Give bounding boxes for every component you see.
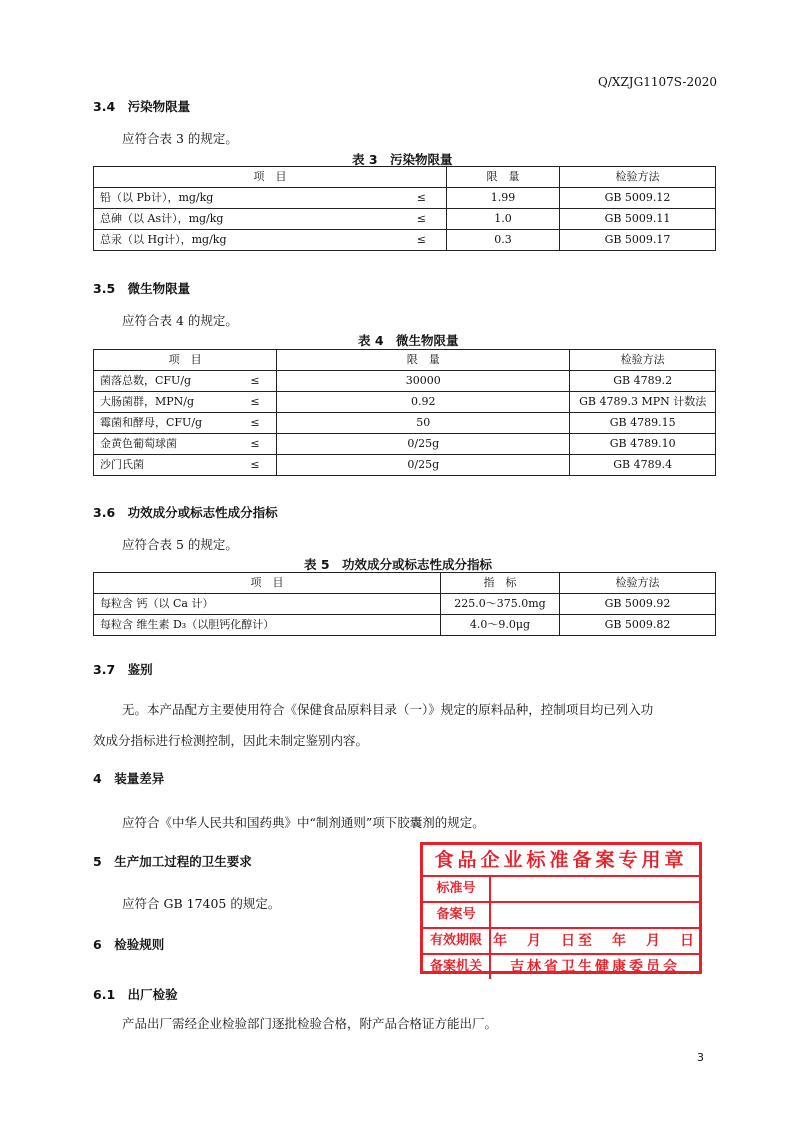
section-3-6-text: 应符合表 5 的规定。 — [122, 537, 238, 552]
table-row — [94, 594, 716, 615]
le-sign: ≤ — [244, 392, 276, 413]
method-cell: GB 4789.15 — [570, 413, 716, 434]
filing-stamp — [420, 842, 702, 974]
table-row — [94, 392, 716, 413]
limit-cell: 0/25g — [277, 434, 570, 455]
document-code: Q/XZJG1107S-2020 — [598, 75, 717, 89]
table-header: 检验方法 — [570, 350, 716, 371]
method-cell: GB 4789.10 — [570, 434, 716, 455]
stamp-row — [423, 953, 699, 979]
limit-cell: 1.0 — [447, 209, 560, 230]
table-header: 项 目 — [94, 350, 277, 371]
le-sign: ≤ — [244, 455, 276, 476]
table-row — [94, 371, 716, 392]
method-cell: GB 5009.82 — [560, 615, 716, 636]
limit-cell: 0/25g — [277, 455, 570, 476]
item-name: 大肠菌群，MPN/g — [94, 392, 245, 413]
item-name: 总砷（以 As计），mg/kg — [100, 212, 224, 225]
item-name: 每粒含 钙（以 Ca 计） — [94, 594, 441, 615]
section-3-7-text: 无。本产品配方主要使用符合《保健食品原料目录（一）》规定的原料品种，控制项目均已列入功 — [122, 702, 654, 717]
limit-cell: 225.0～375.0mg — [441, 594, 560, 615]
table-row — [94, 209, 716, 230]
section-3-4-title: 3.4 污染物限量 — [93, 99, 191, 114]
method-cell: GB 5009.12 — [560, 188, 716, 209]
section-6-1-title: 6.1 出厂检验 — [93, 987, 178, 1002]
le-sign: ≤ — [416, 191, 426, 204]
stamp-label: 标准号 — [423, 877, 491, 901]
limit-cell: 0.92 — [277, 392, 570, 413]
item-name: 金黄色葡萄球菌 — [94, 434, 245, 455]
method-cell: GB 5009.92 — [560, 594, 716, 615]
method-cell: GB 5009.17 — [560, 230, 716, 251]
section-3-7-text-cont: 效成分指标进行检测控制，因此未制定鉴别内容。 — [93, 733, 369, 748]
stamp-value — [491, 877, 699, 901]
section-5-text: 应符合 GB 17405 的规定。 — [122, 896, 281, 911]
table-header: 指 标 — [441, 573, 560, 594]
item-name: 沙门氏菌 — [94, 455, 245, 476]
table-5-caption: 表 5 功效成分或标志性成分指标 — [304, 557, 493, 572]
table-4 — [93, 349, 716, 476]
table-3 — [93, 166, 716, 251]
section-3-6-title: 3.6 功效成分或标志性成分指标 — [93, 505, 278, 520]
stamp-label: 有效期限 — [423, 929, 491, 953]
stamp-value: 吉林省卫生健康委员会 — [510, 959, 680, 975]
le-sign: ≤ — [244, 371, 276, 392]
section-4-title: 4 装量差异 — [93, 771, 165, 786]
limit-cell: 0.3 — [447, 230, 560, 251]
section-3-5-title: 3.5 微生物限量 — [93, 281, 191, 296]
limit-cell: 4.0～9.0μg — [441, 615, 560, 636]
le-sign: ≤ — [244, 413, 276, 434]
method-cell: GB 4789.4 — [570, 455, 716, 476]
stamp-value — [491, 903, 699, 927]
table-3-caption: 表 3 污染物限量 — [352, 152, 453, 167]
table-row — [94, 188, 716, 209]
section-3-5-text: 应符合表 4 的规定。 — [122, 313, 238, 328]
stamp-row — [423, 927, 699, 953]
table-row — [94, 434, 716, 455]
method-cell: GB 4789.2 — [570, 371, 716, 392]
le-sign: ≤ — [416, 233, 426, 246]
table-header: 项 目 — [94, 167, 447, 188]
stamp-value: 年 月 日至 年 月 日 — [493, 933, 697, 949]
table-header: 限 量 — [277, 350, 570, 371]
table-row — [94, 230, 716, 251]
table-header: 检验方法 — [560, 573, 716, 594]
stamp-title: 食品企业标准备案专用章 — [434, 849, 688, 871]
item-name: 铅（以 Pb计），mg/kg — [100, 191, 214, 204]
stamp-row — [423, 901, 699, 927]
page-number: 3 — [697, 1051, 704, 1064]
stamp-label: 备案号 — [423, 903, 491, 927]
limit-cell: 30000 — [277, 371, 570, 392]
item-name: 菌落总数，CFU/g — [94, 371, 245, 392]
table-5 — [93, 572, 716, 636]
item-name: 总汞（以 Hg计），mg/kg — [100, 233, 227, 246]
section-3-4-text: 应符合表 3 的规定。 — [122, 131, 238, 146]
item-name: 每粒含 维生素 D₃（以胆钙化醇计） — [94, 615, 441, 636]
section-4-text: 应符合《中华人民共和国药典》中“制剂通则”项下胶囊剂的规定。 — [122, 815, 485, 830]
table-row — [94, 615, 716, 636]
limit-cell: 1.99 — [447, 188, 560, 209]
table-row — [94, 455, 716, 476]
section-5-title: 5 生产加工过程的卫生要求 — [93, 854, 252, 869]
stamp-row — [423, 875, 699, 901]
table-header: 限 量 — [447, 167, 560, 188]
table-row — [94, 413, 716, 434]
method-cell: GB 4789.3 MPN 计数法 — [570, 392, 716, 413]
le-sign: ≤ — [244, 434, 276, 455]
le-sign: ≤ — [416, 212, 426, 225]
table-header: 项 目 — [94, 573, 441, 594]
stamp-label: 备案机关 — [423, 955, 491, 979]
item-name: 霉菌和酵母，CFU/g — [94, 413, 245, 434]
table-4-caption: 表 4 微生物限量 — [358, 333, 459, 348]
method-cell: GB 5009.11 — [560, 209, 716, 230]
section-3-7-title: 3.7 鉴别 — [93, 662, 153, 677]
limit-cell: 50 — [277, 413, 570, 434]
table-header: 检验方法 — [560, 167, 716, 188]
section-6-title: 6 检验规则 — [93, 937, 165, 952]
section-6-1-text: 产品出厂需经企业检验部门逐批检验合格，附产品合格证方能出厂。 — [122, 1016, 498, 1031]
